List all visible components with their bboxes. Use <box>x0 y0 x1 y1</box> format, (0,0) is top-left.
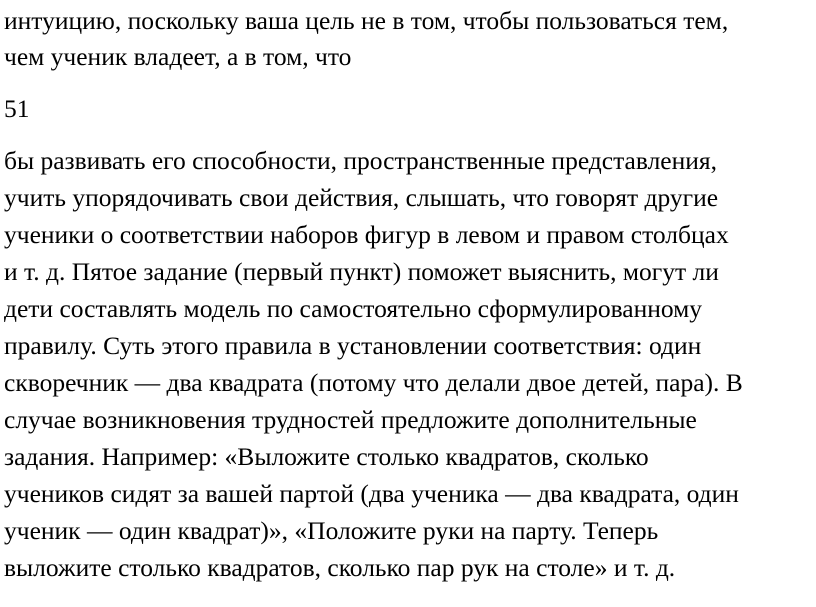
text-line: задания. Например: «Выложите столько квадратов, сколько <box>4 442 649 471</box>
text-line: и т. д. Пятое задание (первый пункт) поможет выяснить, могут ли <box>4 257 719 286</box>
text-line: выложите столько квадратов, сколько пар рук на столе» и т. д. <box>4 553 676 582</box>
text-line: ученик — один квадрат)», «Положите руки на парту. Теперь <box>4 516 659 545</box>
text-line: бы развивать его способности, пространственные представления, <box>4 146 718 175</box>
text-line: правилу. Суть этого правила в установлении соответствия: один <box>4 331 702 360</box>
text-line: скворечник — два квадрата (потому что делали двое детей, пара). В <box>4 368 743 397</box>
text-line: учить упорядочивать свои действия, слышать, что говорят другие <box>4 183 719 212</box>
text-line: чем ученик владеет, а в том, что <box>4 42 352 71</box>
text-line: интуицию, поскольку ваша цель не в том, чтобы пользоваться тем, <box>4 6 729 35</box>
text-line: случае возникновения трудностей предложите дополнительные <box>4 405 697 434</box>
page-number: 51 <box>4 94 30 123</box>
text-line: ученики о соответствии наборов фигур в левом и правом столбцах <box>4 220 729 249</box>
text-line: учеников сидят за вашей партой (два ученика — два квадрата, один <box>4 479 739 508</box>
text-line: дети составлять модель по самостоятельно сформулированному <box>4 294 703 323</box>
